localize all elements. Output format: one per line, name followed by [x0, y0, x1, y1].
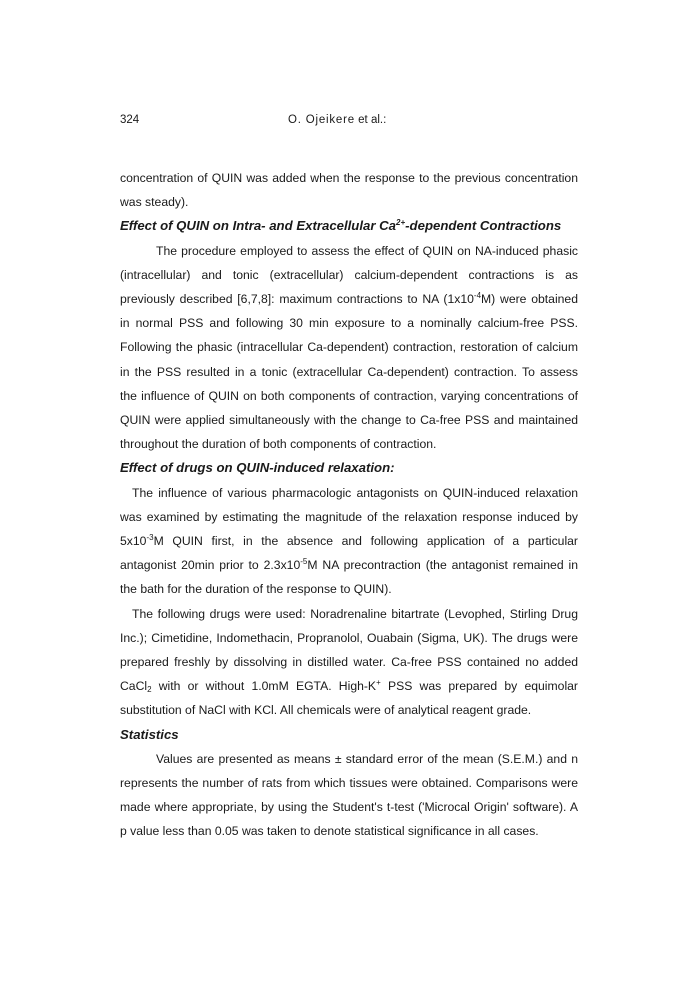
superscript: -4 [473, 291, 482, 301]
heading-part: Effect of QUIN on Intra- and Extracellular Ca [120, 218, 397, 234]
section-heading-drugs: Effect of drugs on QUIN-induced relaxation: [120, 460, 395, 476]
text-run: The following drugs were used: Noradrenaline bitartrate (Levophed, Stirling Drug Inc.); Cimetidine, Indomethacin, Propranolol, Ouabain (Sigma, UK). The drugs were prepared freshly by dissolving in distilled water. Ca-free PSS contained no added CaCl [120, 606, 578, 694]
section-heading-calcium-contractions [120, 214, 578, 238]
statistics-paragraph: Values are presented as means ± standard error of the mean (S.E.M.) and n represents the number of rats from which tissues were obtained. Comparisons were made where appropriate, by using the Student's t-test ('Microcal Origin' software). A p value less than 0.05 was taken to denote statistical significance in all cases. [120, 751, 578, 839]
text-run: M) were obtained in normal PSS and following 30 min exposure to a nominally calcium-free PSS. Following the phasic (intracellular Ca-dependent) contraction, restoration of calcium in the PSS resulted in a tonic (extracellular Ca-dependent) contraction. To assess the influence of QUIN on both components of contraction, varying concentrations of QUIN were applied simultaneously with the change to Ca-free PSS and maintained throughout the duration of both components of contraction. [120, 292, 578, 452]
text-run: M QUIN first, in the absence and following application of a particular antagonist 20min prior to 2.3x10 [120, 534, 578, 573]
subscript: 2 [147, 685, 152, 695]
text-run: The influence of various pharmacologic antagonists on QUIN-induced relaxation was examined by estimating the magnitude of the relaxation response induced by 5x10 [120, 485, 578, 549]
text-run: The procedure employed to assess the effect of QUIN on NA-induced phasic (intracellular) and tonic (extracellular) calcium-dependent contractions is as previously described [6,7,8]: maximum contractions to NA (1x10 [120, 243, 578, 307]
superscript: + [376, 678, 381, 688]
running-head [288, 114, 386, 126]
section-heading-statistics: Statistics [120, 726, 179, 742]
page-header [120, 114, 578, 132]
antagonist-paragraph [120, 481, 578, 602]
procedure-paragraph [120, 239, 578, 457]
heading-part: -dependent Contractions [405, 218, 562, 234]
text-run: PSS was prepared by equimolar substitution of NaCl with KCl. All chemicals were of analytical reagent grade. [120, 679, 578, 718]
heading-superscript: 2+ [396, 218, 406, 228]
running-head-authors: O. Ojeikere [288, 114, 355, 126]
running-head-suffix: et al.: [354, 114, 387, 126]
text-run: M NA precontraction (the antagonist remained in the bath for the duration of the response to QUIN). [120, 558, 578, 597]
drugs-paragraph [120, 602, 578, 723]
page-number: 324 [120, 114, 140, 126]
intro-paragraph: concentration of QUIN was added when the response to the previous concentration was steady). [120, 171, 578, 210]
superscript: -5 [300, 557, 308, 567]
superscript: -3 [146, 533, 154, 543]
body-text [120, 166, 578, 844]
text-run: with or without 1.0mM EGTA. High-K [151, 679, 377, 694]
